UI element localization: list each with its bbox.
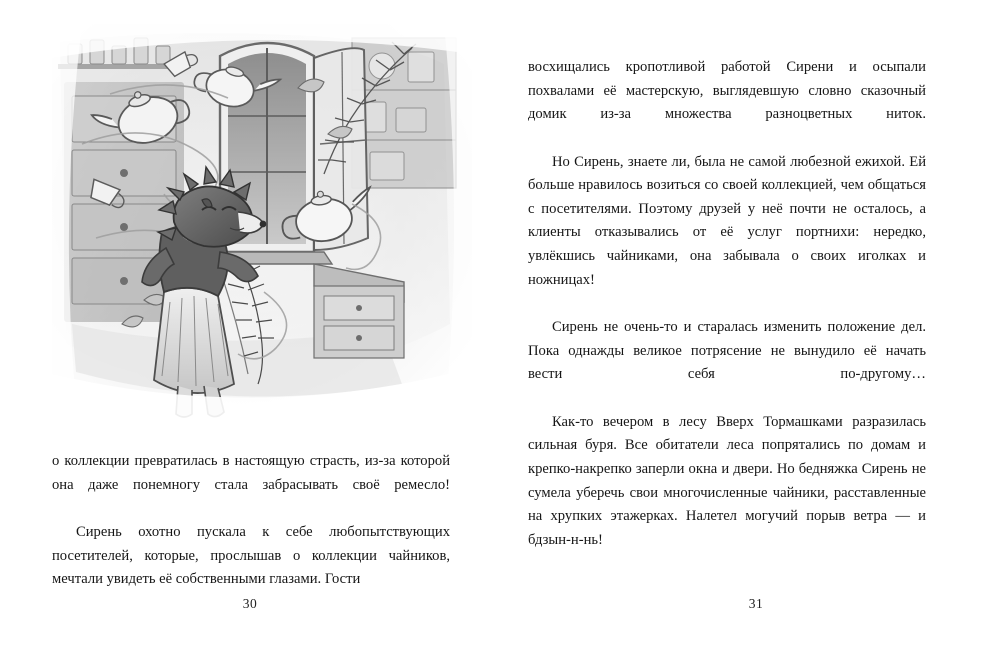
paragraph: Но Сирень, знаете ли, была не самой любезной ежихой. Ей больше нравилось возиться со своей коллекцией, чем общаться с посетителями. Поэтому друзей у неё почти не осталось, а клиенты отказывались от её услуг портнихи: нередко, увлёкшись чайниками, она забывала о своих иголках и ножницах! — [528, 153, 926, 288]
left-page-body — [52, 450, 450, 592]
paragraph: восхищались кропотливой работой Сирени и осыпали похвалами её мастерскую, выглядевшую словно сказочный домик из-за множества разноцветных ниток. — [528, 59, 926, 123]
paragraph: Как-то вечером в лесу Вверх Тормашками разразилась сильная буря. Все обитатели леса попрятались по домам и крепко-накрепко заперли окна и двери. Но бедняжка Сирень не сумела уберечь свои многочисленные чайники, расставленные на хрупких этажерках. Налетел могучий порыв ветра — и бдзын-н-нь! — [528, 413, 926, 548]
paragraph: Сирень не очень-то и старалась изменить положение дел. Пока однажды великое потрясение не вынудило её начать вести себя по-другому… — [528, 319, 926, 383]
page-number-right: 31 — [748, 596, 764, 611]
right-shelf-unit — [352, 38, 456, 188]
right-page-body — [528, 56, 926, 552]
illustration-svg — [52, 24, 472, 424]
paragraph: Сирень охотно пускала к себе любопытствующих посетителей, которые, прослышав о коллекции чайников, мечтали увидеть её собственными глазами. Гости — [52, 523, 450, 588]
right-page — [500, 0, 1000, 648]
hedgehog-in-workshop-storm-illustration — [52, 24, 472, 424]
page-number-left: 30 — [242, 596, 258, 611]
paragraph: о коллекции превратилась в настоящую страсть, из-за которой она даже понемногу стала забрасывать своё ремесло! — [52, 453, 450, 493]
